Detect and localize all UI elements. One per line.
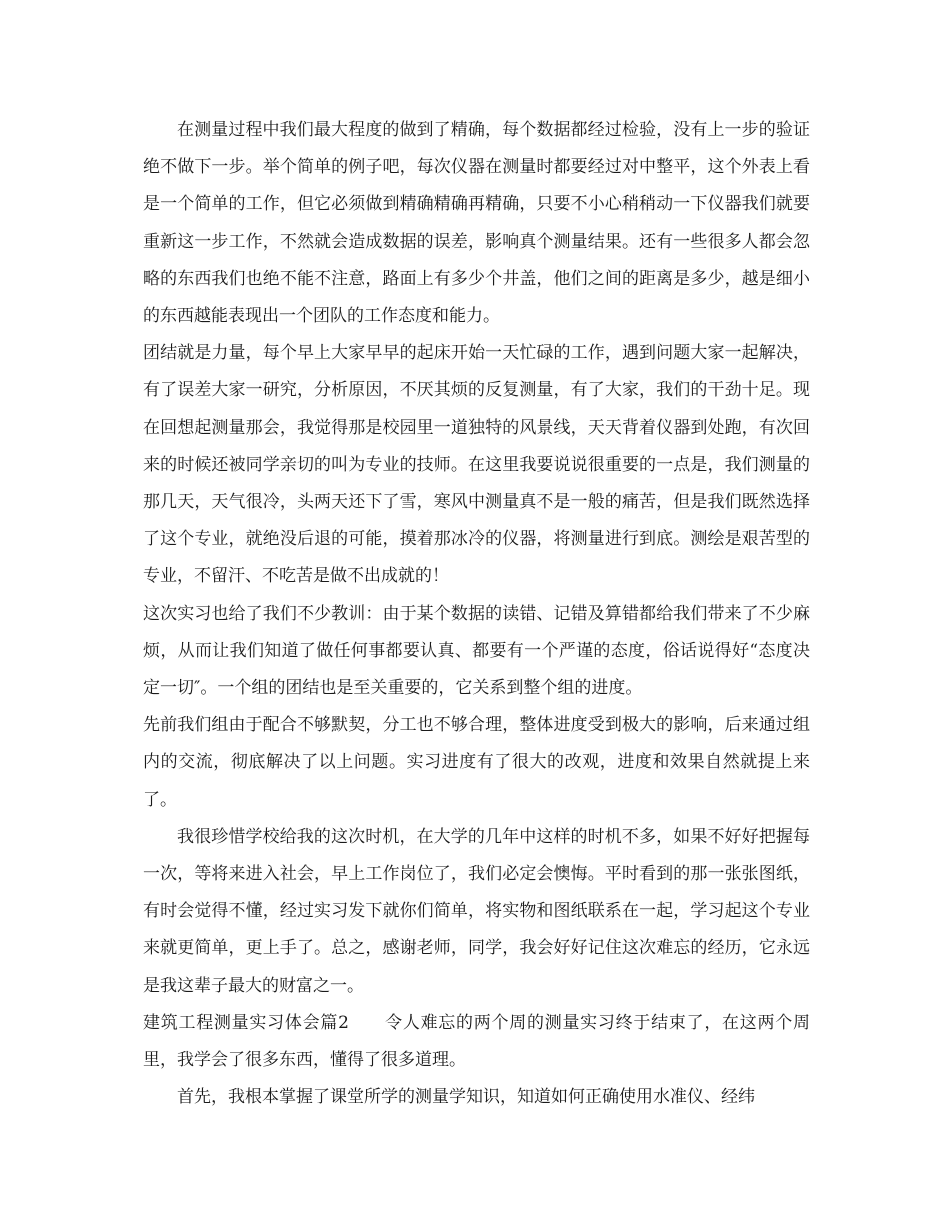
- paragraph: 在测量过程中我们最大程度的做到了精确，每个数据都经过检验，没有上一步的验证绝不做下一步。举个简单的例子吧，每次仪器在测量时都要经过对中整平，这个外表上看是一个简单的工作，但它必须做到精确精确再精确，只要不小心稍稍动一下仪器我们就要重新这一步工作，不然就会造成数据的误差，影响真个测量结果。还有一些很多人都会忽略的东西我们也绝不能不注意，路面上有多少个井盖，他们之间的距离是多少，越是细小的东西越能表现出一个团队的工作态度和能力。: [143, 120, 810, 327]
- paragraph: 我很珍惜学校给我的这次时机，在大学的几年中这样的时机不多，如果不好好把握每一次，等将来进入社会，早上工作岗位了，我们必定会懊悔。平时看到的那一张张图纸，有时会觉得不懂，经过实习发下就你们简单，将实物和图纸联系在一起，学习起这个专业来就更简单，更上手了。总之，感谢老师，同学，我会好好记住这次难忘的经历，它永远是我这辈子最大的财富之一。: [143, 826, 810, 996]
- paragraph: 这次实习也给了我们不少教训：由于某个数据的读错、记错及算错都给我们带来了不少麻烦，从而让我们知道了做任何事都要认真、都要有一个严谨的态度，俗话说得好“态度决定一切″。一个组的团结也是至关重要的，它关系到整个组的进度。: [143, 603, 810, 699]
- paragraph: 首先，我根本掌握了课堂所学的测量学知识，知道如何正确使用水准仪、经纬: [177, 1087, 755, 1108]
- paragraph: 先前我们组由于配合不够默契，分工也不够合理，整体进度受到极大的影响，后来通过组内的交流，彻底解决了以上问题。实习进度有了很大的改观，进度和效果自然就提上来了。: [143, 715, 810, 810]
- document-body: [143, 112, 810, 1116]
- paragraph: 团结就是力量，每个早上大家早早的起床开始一天忙碌的工作，遇到问题大家一起解决，有了误差大家一研究，分析原因，不厌其烦的反复测量，有了大家，我们的干劲十足。现在回想起测量那会，我觉得那是校园里一道独特的风景线，天天背着仪器到处跑，有次回来的时候还被同学亲切的叫为专业的技师。在这里我要说说很重要的一点是，我们测量的那几天，天气很冷，头两天还下了雪，寒风中测量真不是一般的痛苦，但是我们既然选择了这个专业，就绝没后退的可能，摸着那冰冷的仪器，将测量进行到底。测绘是艰苦型的专业，不留汗、不吃苦是做不出成就的！: [143, 343, 810, 587]
- section-heading-paragraph: 建筑工程测量实习体会篇2 令人难忘的两个周的测量实习终于结束了，在这两个周里，我学会了很多东西，懂得了很多道理。: [143, 1012, 810, 1071]
